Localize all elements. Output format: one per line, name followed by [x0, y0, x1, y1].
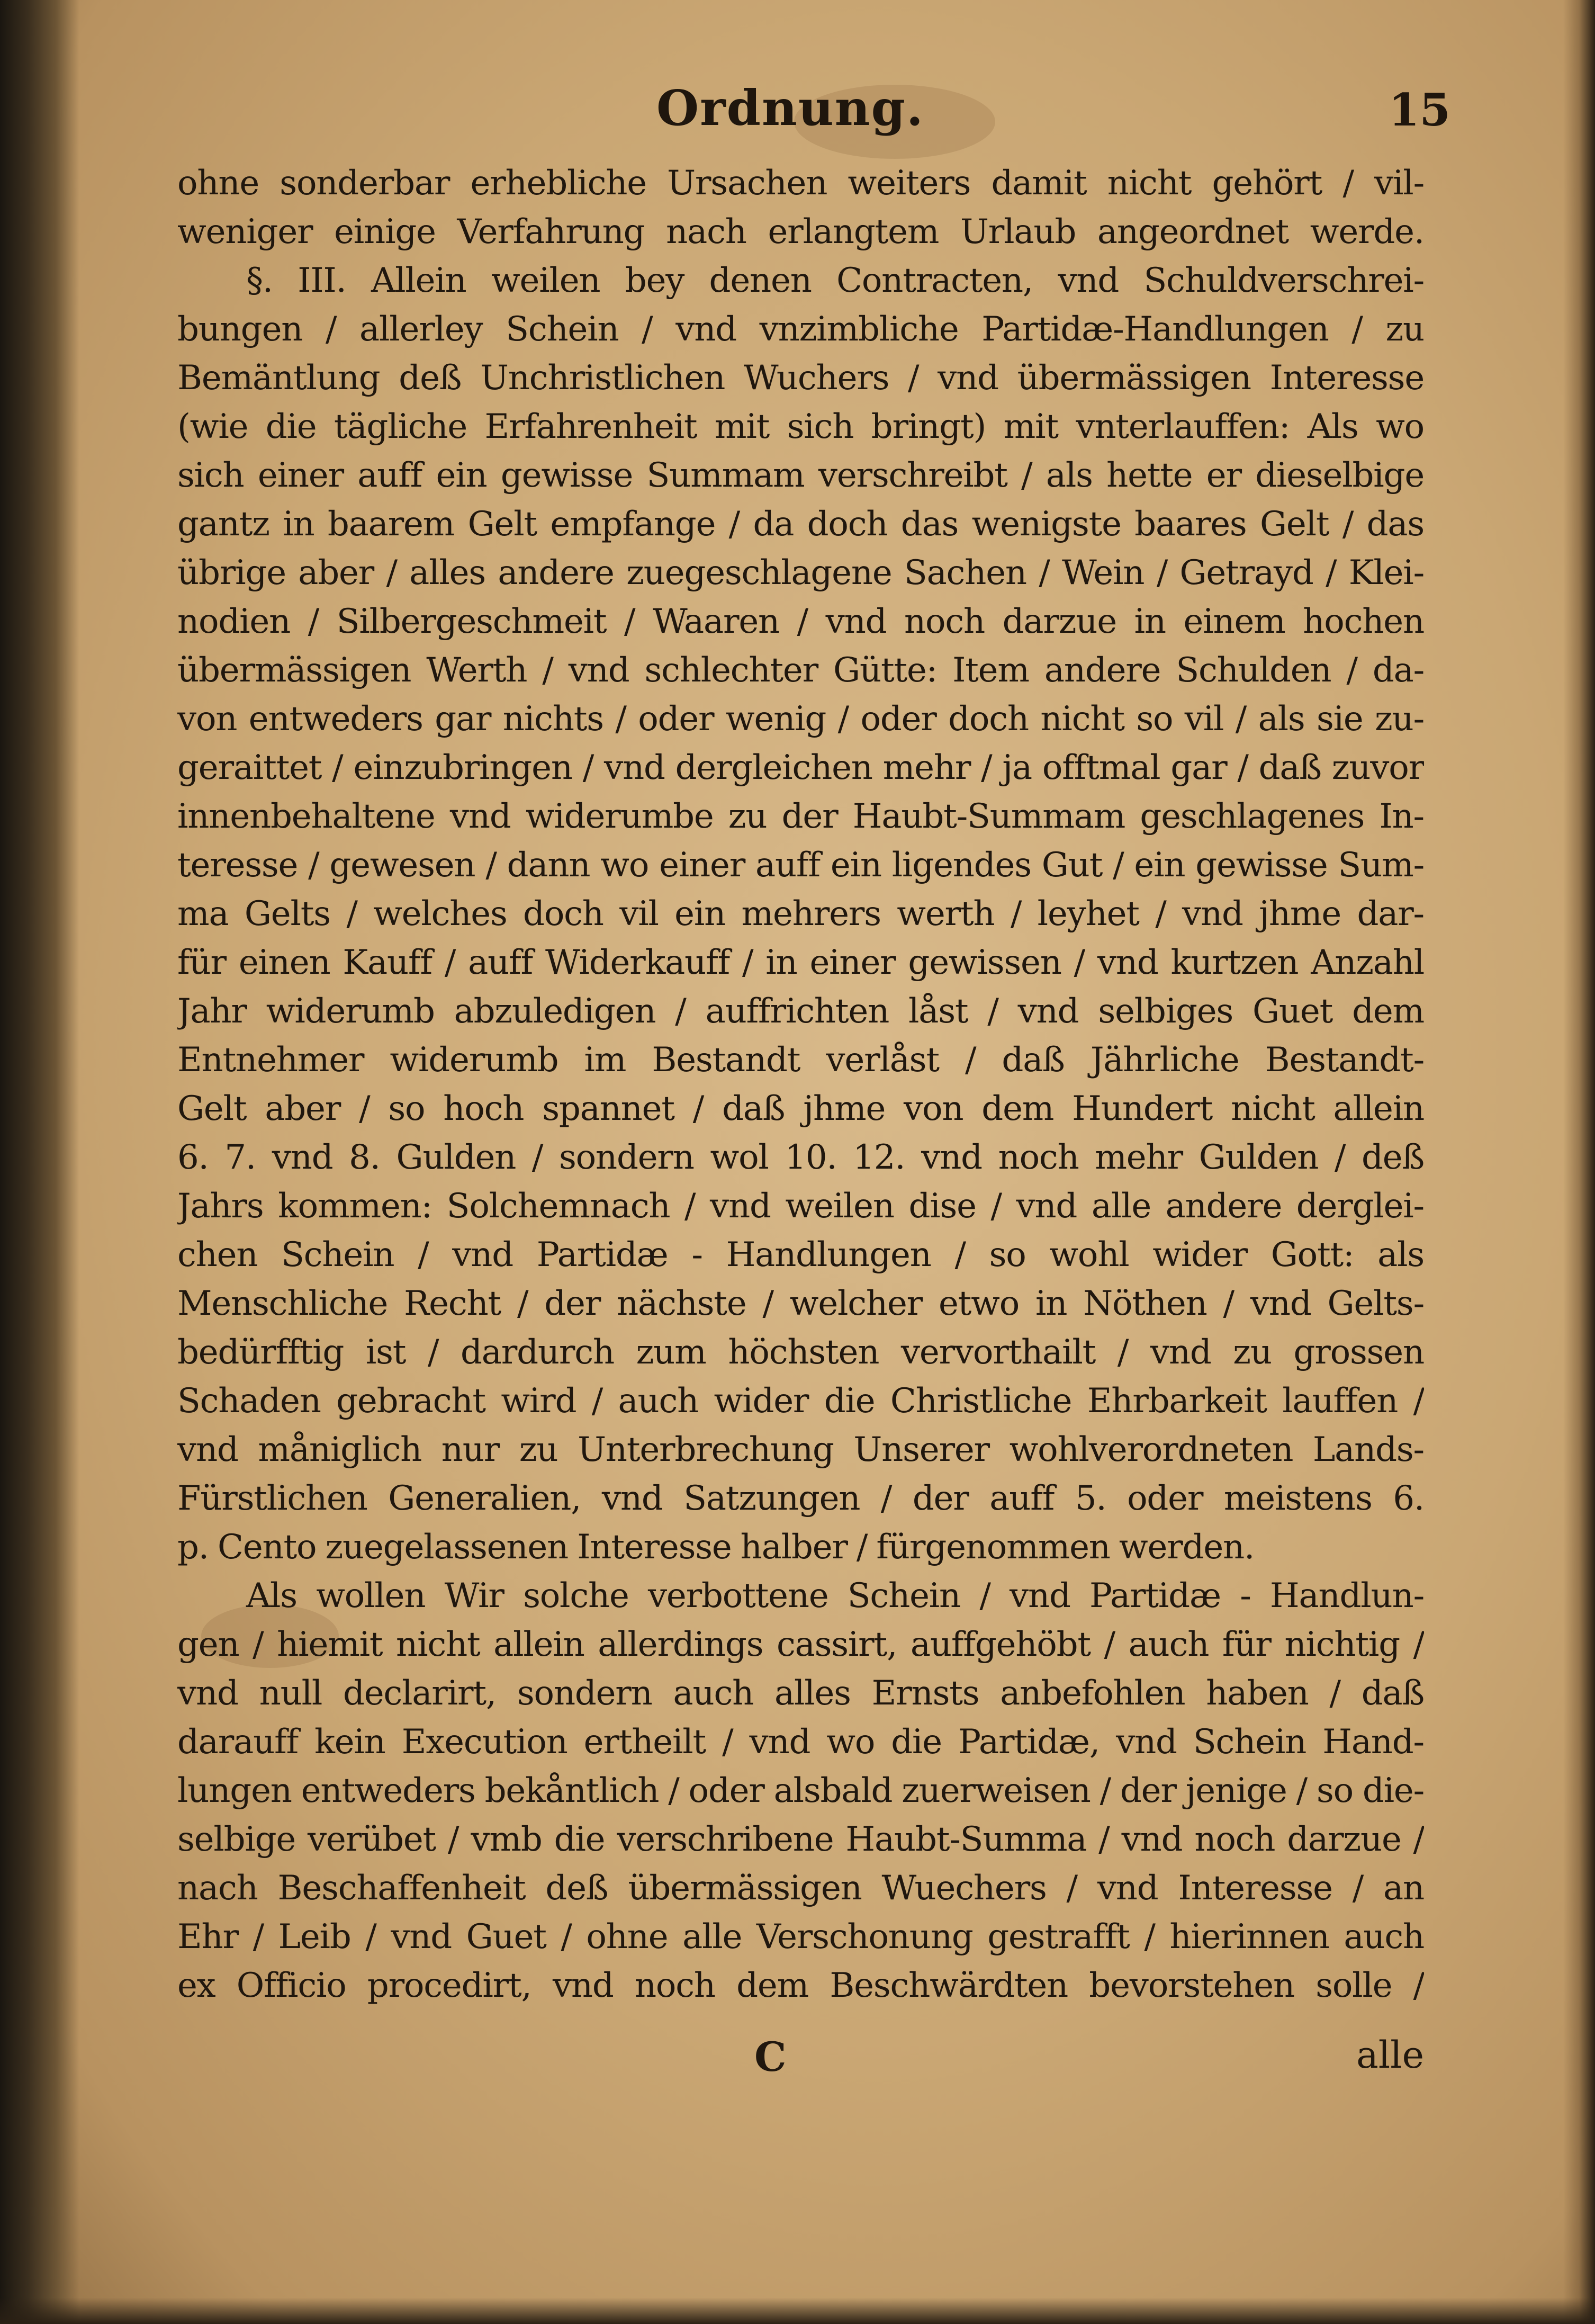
- text-line: innenbehaltene vnd widerumbe zu der Haubt-Summam geschlagenes In-: [177, 797, 1424, 836]
- text-line: vnd måniglich nur zu Unterbrechung Unserer wohlverordneten Lands-: [177, 1430, 1424, 1469]
- text-line: teresse / gewesen / dann wo einer auff ein ligendes Gut / ein gewisse Sum-: [177, 846, 1424, 885]
- text-line: gen / hiemit nicht allein allerdings cassirt, auffgehöbt / auch für nichtig /: [177, 1625, 1424, 1664]
- text-line: Entnehmer widerumb im Bestandt verlåst / daß Jährliche Bestandt-: [177, 1040, 1424, 1080]
- text-line: weniger einige Verfahrung nach erlangtem Urlaub angeordnet werde.: [177, 212, 1424, 252]
- text-line: chen Schein / vnd Partidæ - Handlungen / so wohl wider Gott: als: [177, 1235, 1424, 1275]
- text-line: (wie die tägliche Erfahrenheit mit sich bringt) mit vnterlauffen: Als wo: [177, 407, 1424, 446]
- page-header: [180, 79, 1450, 148]
- page-footer: [177, 2033, 1424, 2086]
- text-line: darauff kein Execution ertheilt / vnd wo die Partidæ, vnd Schein Hand-: [177, 1722, 1424, 1762]
- text-line: selbige verübet / vmb die verschribene Haubt-Summa / vnd noch darzue /: [177, 1820, 1424, 1859]
- text-line: Als wollen Wir solche verbottene Schein / vnd Partidæ - Handlun-: [246, 1576, 1424, 1616]
- text-line: nach Beschaffenheit deß übermässigen Wuechers / vnd Interesse / an: [177, 1869, 1424, 1908]
- binding-gutter: [0, 0, 79, 2324]
- text-line: von entweders gar nichts / oder wenig / oder doch nicht so vil / als sie zu-: [177, 699, 1424, 739]
- text-line: übermässigen Werth / vnd schlechter Gütte: Item andere Schulden / da-: [177, 651, 1424, 690]
- text-line: Schaden gebracht wird / auch wider die Christliche Ehrbarkeit lauffen /: [177, 1381, 1424, 1421]
- main-text: [177, 159, 1424, 2010]
- text-line: Jahr widerumb abzuledigen / auffrichten låst / vnd selbiges Guet dem: [177, 992, 1424, 1031]
- text-line: übrige aber / alles andere zuegeschlagene Sachen / Wein / Getrayd / Klei-: [177, 553, 1424, 593]
- text-line: bungen / allerley Schein / vnd vnzimbliche Partidæ-Handlungen / zu: [177, 310, 1424, 349]
- text-line: vnd null declarirt, sondern auch alles Ernsts anbefohlen haben / daß: [177, 1674, 1424, 1713]
- signature-mark: C: [754, 2033, 787, 2080]
- text-line: bedürfftig ist / dardurch zum höchsten vervorthailt / vnd zu grossen: [177, 1333, 1424, 1372]
- text-line: Menschliche Recht / der nächste / welcher etwo in Nöthen / vnd Gelts-: [177, 1284, 1424, 1323]
- text-line: ohne sonderbar erhebliche Ursachen weiters damit nicht gehört / vil-: [177, 164, 1424, 203]
- running-title: Ordnung.: [656, 79, 924, 137]
- text-line: ma Gelts / welches doch vil ein mehrers werth / leyhet / vnd jhme dar-: [177, 894, 1424, 934]
- text-line: Bemäntlung deß Unchristlichen Wuchers / vnd übermässigen Interesse: [177, 358, 1424, 398]
- text-line: 6. 7. vnd 8. Gulden / sondern wol 10. 12. vnd noch mehr Gulden / deß: [177, 1138, 1424, 1177]
- page-edge-shadow: [1563, 0, 1595, 2324]
- text-line: geraittet / einzubringen / vnd dergleichen mehr / ja offtmal gar / daß zuvor: [177, 748, 1424, 787]
- page-number: 15: [1389, 84, 1450, 136]
- text-line: Ehr / Leib / vnd Guet / ohne alle Verschonung gestrafft / hierinnen auch: [177, 1917, 1424, 1957]
- text-line: nodien / Silbergeschmeit / Waaren / vnd noch darzue in einem hochen: [177, 602, 1424, 641]
- text-line: Gelt aber / so hoch spannet / daß jhme von dem Hundert nicht allein: [177, 1089, 1424, 1128]
- text-line: Fürstlichen Generalien, vnd Satzungen / der auff 5. oder meistens 6.: [177, 1479, 1424, 1518]
- page-bottom-shadow: [0, 2298, 1595, 2324]
- text-line: sich einer auff ein gewisse Summam verschreibt / als hette er dieselbige: [177, 456, 1424, 495]
- text-line: p. Cento zuegelassenen Interesse halber / fürgenommen werden.: [177, 1528, 1255, 1567]
- text-line: Jahrs kommen: Solchemnach / vnd weilen dise / vnd alle andere derglei-: [177, 1187, 1424, 1226]
- text-line: §. III. Allein weilen bey denen Contracten, vnd Schuldverschrei-: [246, 261, 1424, 300]
- text-line: lungen entweders bekåntlich / oder alsbald zuerweisen / der jenige / so die-: [177, 1771, 1424, 1810]
- text-line: ex Officio procedirt, vnd noch dem Beschwärdten bevorstehen solle /: [177, 1966, 1424, 2005]
- catchword: alle: [1356, 2033, 1424, 2077]
- text-line: für einen Kauff / auff Widerkauff / in einer gewissen / vnd kurtzen Anzahl: [177, 943, 1424, 982]
- text-line: gantz in baarem Gelt empfange / da doch das wenigste baares Gelt / das: [177, 505, 1424, 544]
